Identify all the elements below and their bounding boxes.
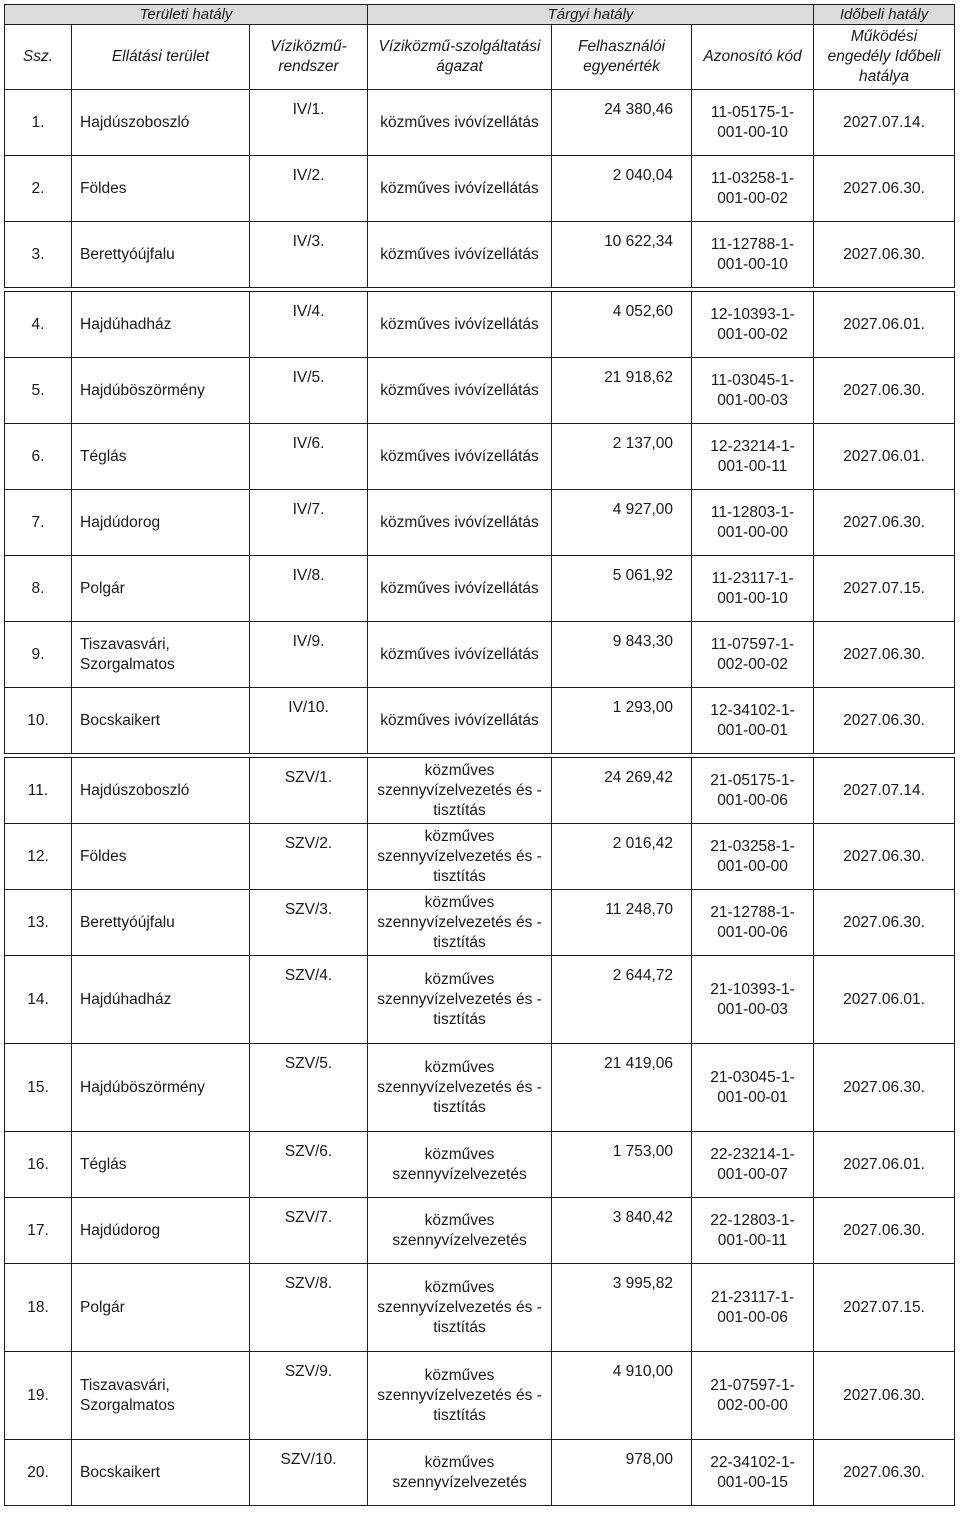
code-cell: 12-10393-1-001-00-02 [692,292,814,358]
sector-cell: közműves ivóvízellátás [368,222,552,288]
area-cell: Hajdúdorog [72,1198,250,1264]
code-cell: 11-03045-1-001-00-03 [692,358,814,424]
sector-cell: közműves ivóvízellátás [368,292,552,358]
system-cell: IV/9. [250,622,368,688]
col-header-system: Víziközmű-rendszer [250,25,368,90]
col-header-ssz: Ssz. [5,25,72,90]
sector-cell: közműves szennyvízelvezetés és - tisztítás [368,1352,552,1440]
col-header-validity: Működési engedély Időbeli hatálya [814,25,955,90]
code-cell: 21-12788-1-001-00-06 [692,890,814,956]
row-number: 10. [5,688,72,754]
row-number: 1. [5,90,72,156]
equivalent-cell: 21 918,62 [552,358,692,424]
table-row [5,424,955,490]
sector-cell: közműves szennyvízelvezetés és - tisztítás [368,890,552,956]
area-cell: Hajdúböszörmény [72,1044,250,1132]
system-cell: IV/2. [250,156,368,222]
equivalent-cell: 4 052,60 [552,292,692,358]
table-row [5,622,955,688]
equivalent-cell: 24 380,46 [552,90,692,156]
validity-date-cell: 2027.06.30. [814,622,955,688]
equivalent-cell: 3 840,42 [552,1198,692,1264]
code-cell: 11-07597-1-002-00-02 [692,622,814,688]
area-cell: Földes [72,156,250,222]
validity-date-cell: 2027.06.30. [814,156,955,222]
equivalent-cell: 4 927,00 [552,490,692,556]
area-cell: Tiszavasvári, Szorgalmatos [72,622,250,688]
row-number: 17. [5,1198,72,1264]
table-row [5,1352,955,1440]
equivalent-cell: 1 753,00 [552,1132,692,1198]
sector-cell: közműves ivóvízellátás [368,490,552,556]
system-cell: IV/10. [250,688,368,754]
code-cell: 12-34102-1-001-00-01 [692,688,814,754]
code-cell: 22-34102-1-001-00-15 [692,1440,814,1506]
row-number: 5. [5,358,72,424]
row-number: 9. [5,622,72,688]
table-row [5,90,955,156]
sector-cell: közműves ivóvízellátás [368,556,552,622]
equivalent-cell: 9 843,30 [552,622,692,688]
table-row [5,1132,955,1198]
system-cell: IV/6. [250,424,368,490]
col-header-sector: Víziközmű-szolgáltatási ágazat [368,25,552,90]
code-cell: 11-03258-1-001-00-02 [692,156,814,222]
area-cell: Hajdúböszörmény [72,358,250,424]
col-header-area: Ellátási terület [72,25,250,90]
code-cell: 21-23117-1-001-00-06 [692,1264,814,1352]
table-row [5,1044,955,1132]
validity-date-cell: 2027.06.30. [814,824,955,890]
sector-cell: közműves ivóvízellátás [368,90,552,156]
col-header-code: Azonosító kód [692,25,814,90]
table-row [5,490,955,556]
system-cell: IV/7. [250,490,368,556]
table-row [5,758,955,824]
table-row [5,556,955,622]
system-cell: SZV/6. [250,1132,368,1198]
area-cell: Téglás [72,424,250,490]
area-cell: Hajdúhadház [72,292,250,358]
row-number: 15. [5,1044,72,1132]
area-cell: Hajdúdorog [72,490,250,556]
table-row [5,1264,955,1352]
row-number: 6. [5,424,72,490]
validity-date-cell: 2027.06.01. [814,1132,955,1198]
sector-cell: közműves szennyvízelvezetés és - tisztítás [368,1264,552,1352]
group-header-row [5,5,955,25]
row-number: 18. [5,1264,72,1352]
system-cell: SZV/7. [250,1198,368,1264]
table-row [5,1198,955,1264]
equivalent-cell: 978,00 [552,1440,692,1506]
table-row [5,688,955,754]
code-cell: 11-12803-1-001-00-00 [692,490,814,556]
equivalent-cell: 21 419,06 [552,1044,692,1132]
row-number: 20. [5,1440,72,1506]
code-cell: 11-23117-1-001-00-10 [692,556,814,622]
equivalent-cell: 24 269,42 [552,758,692,824]
validity-date-cell: 2027.06.30. [814,890,955,956]
area-cell: Téglás [72,1132,250,1198]
validity-date-cell: 2027.07.14. [814,758,955,824]
row-number: 3. [5,222,72,288]
sector-cell: közműves szennyvízelvezetés és - tisztítás [368,956,552,1044]
code-cell: 11-12788-1-001-00-10 [692,222,814,288]
area-cell: Polgár [72,1264,250,1352]
row-number: 7. [5,490,72,556]
row-number: 19. [5,1352,72,1440]
system-cell: SZV/8. [250,1264,368,1352]
group-header-territorial: Területi hatály [5,5,368,25]
equivalent-cell: 2 137,00 [552,424,692,490]
system-cell: IV/8. [250,556,368,622]
table-row [5,1440,955,1506]
area-cell: Berettyóújfalu [72,222,250,288]
table-row [5,890,955,956]
validity-date-cell: 2027.06.30. [814,222,955,288]
code-cell: 21-05175-1-001-00-06 [692,758,814,824]
system-cell: SZV/10. [250,1440,368,1506]
equivalent-cell: 11 248,70 [552,890,692,956]
sector-cell: közműves szennyvízelvezetés [368,1198,552,1264]
system-cell: SZV/4. [250,956,368,1044]
area-cell: Bocskaikert [72,1440,250,1506]
validity-date-cell: 2027.06.01. [814,956,955,1044]
sector-cell: közműves szennyvízelvezetés és - tisztítás [368,824,552,890]
area-cell: Tiszavasvári, Szorgalmatos [72,1352,250,1440]
validity-date-cell: 2027.06.30. [814,1044,955,1132]
row-number: 13. [5,890,72,956]
area-cell: Berettyóújfalu [72,890,250,956]
table-row [5,956,955,1044]
row-number: 12. [5,824,72,890]
validity-date-cell: 2027.06.30. [814,688,955,754]
equivalent-cell: 2 016,42 [552,824,692,890]
sector-cell: közműves ivóvízellátás [368,688,552,754]
table-row [5,156,955,222]
system-cell: SZV/9. [250,1352,368,1440]
row-number: 14. [5,956,72,1044]
area-cell: Hajdúszoboszló [72,90,250,156]
table-row [5,358,955,424]
equivalent-cell: 1 293,00 [552,688,692,754]
col-header-equivalent: Felhasználói egyenérték [552,25,692,90]
table-row [5,222,955,288]
validity-date-cell: 2027.06.01. [814,424,955,490]
equivalent-cell: 3 995,82 [552,1264,692,1352]
code-cell: 11-05175-1-001-00-10 [692,90,814,156]
code-cell: 21-10393-1-001-00-03 [692,956,814,1044]
system-cell: SZV/5. [250,1044,368,1132]
validity-date-cell: 2027.06.30. [814,1440,955,1506]
row-number: 8. [5,556,72,622]
equivalent-cell: 10 622,34 [552,222,692,288]
code-cell: 12-23214-1-001-00-11 [692,424,814,490]
validity-date-cell: 2027.07.15. [814,1264,955,1352]
group-header-temporal: Időbeli hatály [814,5,955,25]
license-table [4,4,955,1506]
code-cell: 21-03258-1-001-00-00 [692,824,814,890]
area-cell: Hajdúszoboszló [72,758,250,824]
area-cell: Polgár [72,556,250,622]
table-row [5,824,955,890]
system-cell: IV/5. [250,358,368,424]
validity-date-cell: 2027.06.30. [814,358,955,424]
row-number: 16. [5,1132,72,1198]
validity-date-cell: 2027.06.30. [814,490,955,556]
code-cell: 22-23214-1-001-00-07 [692,1132,814,1198]
equivalent-cell: 2 040,04 [552,156,692,222]
column-header-row [5,25,955,90]
code-cell: 21-07597-1-002-00-00 [692,1352,814,1440]
row-number: 4. [5,292,72,358]
system-cell: SZV/3. [250,890,368,956]
sector-cell: közműves szennyvízelvezetés és - tisztítás [368,1044,552,1132]
equivalent-cell: 2 644,72 [552,956,692,1044]
area-cell: Hajdúhadház [72,956,250,1044]
area-cell: Bocskaikert [72,688,250,754]
validity-date-cell: 2027.06.30. [814,1352,955,1440]
system-cell: IV/4. [250,292,368,358]
sector-cell: közműves ivóvízellátás [368,622,552,688]
validity-date-cell: 2027.06.30. [814,1198,955,1264]
row-number: 11. [5,758,72,824]
table-row [5,292,955,358]
sector-cell: közműves ivóvízellátás [368,156,552,222]
code-cell: 21-03045-1-001-00-01 [692,1044,814,1132]
validity-date-cell: 2027.06.01. [814,292,955,358]
sector-cell: közműves szennyvízelvezetés [368,1440,552,1506]
system-cell: IV/3. [250,222,368,288]
row-number: 2. [5,156,72,222]
validity-date-cell: 2027.07.15. [814,556,955,622]
equivalent-cell: 4 910,00 [552,1352,692,1440]
area-cell: Földes [72,824,250,890]
group-header-subject: Tárgyi hatály [368,5,814,25]
validity-date-cell: 2027.07.14. [814,90,955,156]
sector-cell: közműves ivóvízellátás [368,358,552,424]
system-cell: SZV/1. [250,758,368,824]
table-body [5,90,955,1506]
equivalent-cell: 5 061,92 [552,556,692,622]
document-page [4,4,956,1506]
system-cell: IV/1. [250,90,368,156]
system-cell: SZV/2. [250,824,368,890]
sector-cell: közműves szennyvízelvezetés és - tisztítás [368,758,552,824]
sector-cell: közműves szennyvízelvezetés [368,1132,552,1198]
sector-cell: közműves ivóvízellátás [368,424,552,490]
code-cell: 22-12803-1-001-00-11 [692,1198,814,1264]
